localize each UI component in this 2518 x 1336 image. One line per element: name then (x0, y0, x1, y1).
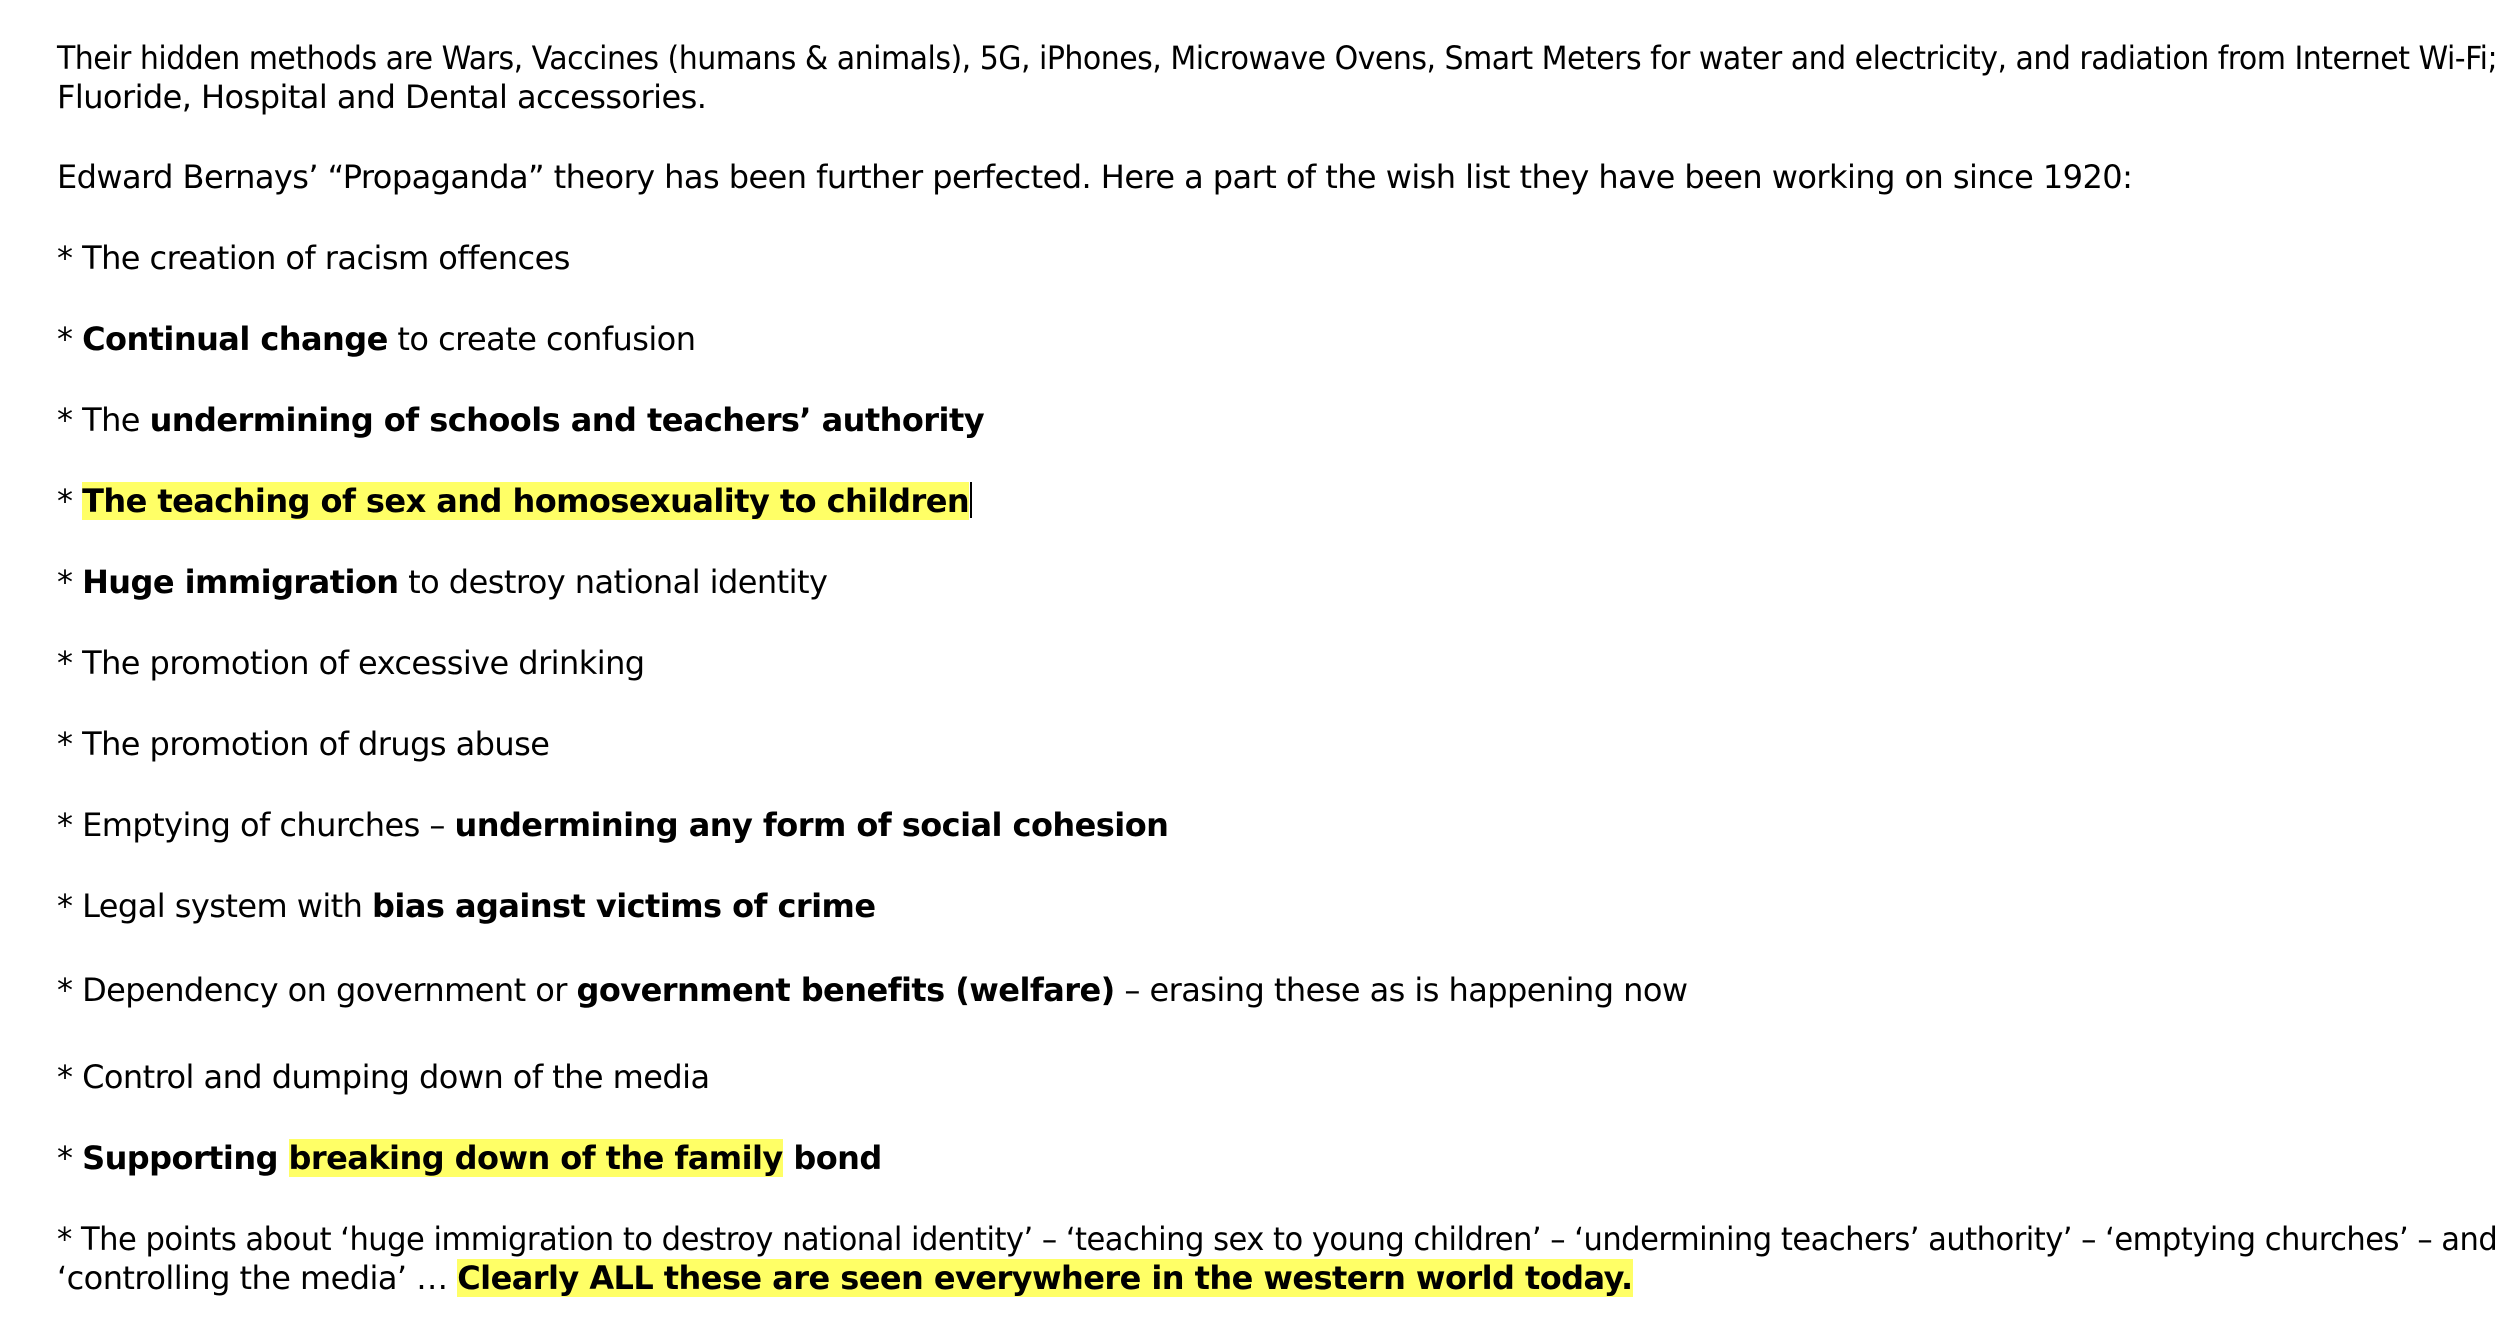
bernays-paragraph: Edward Bernays’ “Propaganda” theory has been further perfected. Here a part of the wish list they have been working on since 1920: (57, 158, 2133, 196)
summary-line-2: ‘controlling the media’ … Clearly ALL these are seen everywhere in the western world today. (57, 1259, 1633, 1297)
bold-text: government benefits (welfare) (576, 971, 1115, 1009)
bold-text: bias against victims of crime (372, 887, 876, 925)
list-item-family: * Supporting breaking down of the family bond (57, 1139, 882, 1177)
list-item-media: * Control and dumping down of the media (57, 1058, 710, 1096)
bold-text: Continual change (82, 320, 388, 358)
bold-text: undermining any form of social cohesion (454, 806, 1169, 844)
bold-text: Huge immigration (82, 563, 399, 601)
list-item-drugs: * The promotion of drugs abuse (57, 725, 550, 763)
list-item-drinking: * The promotion of excessive drinking (57, 644, 645, 682)
intro-line-1: Their hidden methods are Wars, Vaccines (humans & animals), 5G, iPhones, Microwave Ovens, Smart Meters for water and electricity, and radiation from Internet Wi-Fi; (57, 39, 2498, 77)
text-cursor (970, 482, 972, 518)
summary-line-1: * The points about ‘huge immigration to destroy national identity’ – ‘teaching sex to young children’ – ‘undermining teachers’ authority’ – ‘emptying churches’ – and (57, 1220, 2498, 1258)
list-item-schools-authority: * The undermining of schools and teachers’ authority (57, 401, 985, 439)
list-item-continual-change: * Continual change to create confusion (57, 320, 696, 358)
list-item-racism: * The creation of racism offences (57, 239, 570, 277)
list-item-legal-system: * Legal system with bias against victims of crime (57, 887, 876, 925)
bold-text: bond (782, 1139, 882, 1177)
list-item-immigration: * Huge immigration to destroy national identity (57, 563, 828, 601)
list-item-churches: * Emptying of churches – undermining any form of social cohesion (57, 806, 1169, 844)
highlighted-text: breaking down of the family (288, 1139, 783, 1177)
highlighted-text: Clearly ALL these are seen everywhere in the western world today. (457, 1259, 1633, 1297)
intro-line-2: Fluoride, Hospital and Dental accessories. (57, 78, 707, 116)
list-item-teaching-sex: * The teaching of sex and homosexuality to children (57, 481, 972, 521)
list-item-dependency: * Dependency on government or government benefits (welfare) – erasing these as is happening now (57, 971, 1688, 1009)
bold-text: Supporting (82, 1139, 289, 1177)
highlighted-text: The teaching of sex and homosexuality to children (82, 482, 970, 520)
bold-text: undermining of schools and teachers’ authority (149, 401, 985, 439)
